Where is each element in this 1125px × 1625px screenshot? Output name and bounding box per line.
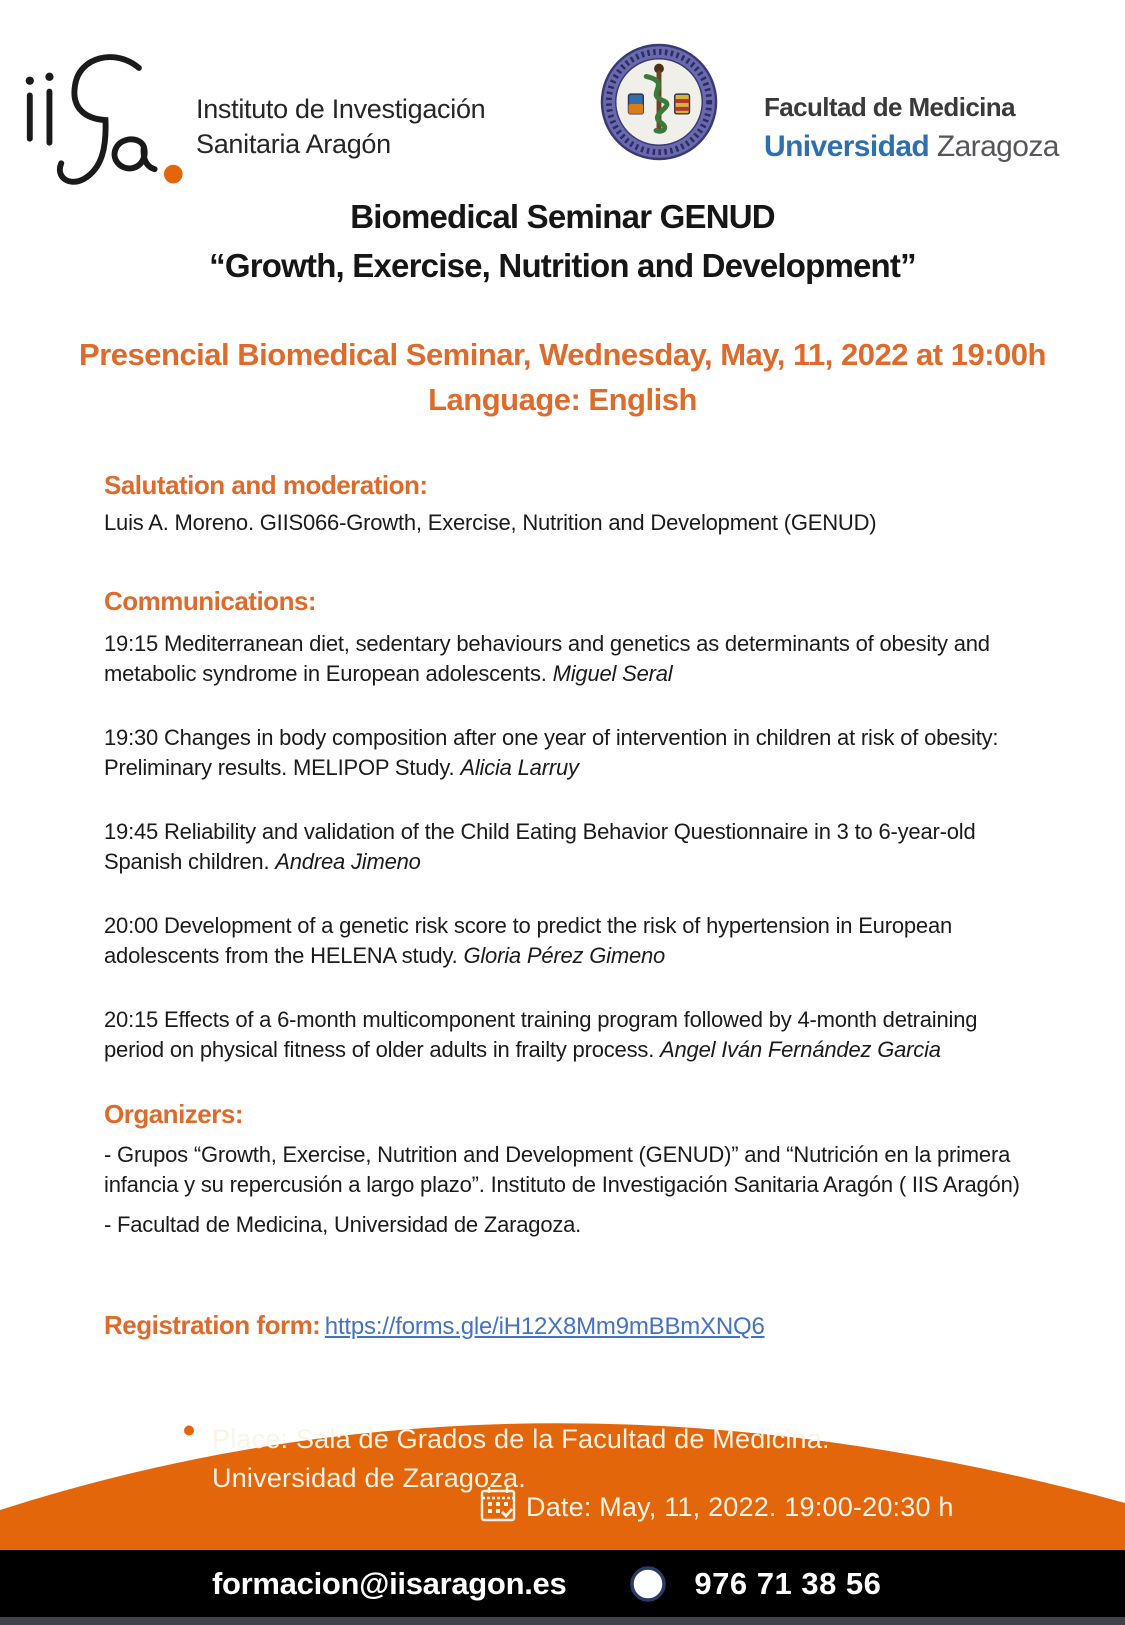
communication-speaker: Alicia Larruy [460, 755, 579, 780]
title-line2: “Growth, Exercise, Nutrition and Development” [209, 247, 916, 284]
communication-text: 19:45 Reliability and validation of the Child Eating Behavior Questionnaire in 3 to 6-year-old Spanish children. [104, 819, 976, 874]
communication-text: 20:15 Effects of a 6-month multicomponent training program followed by 4-month detraining period on physical fitness of older adults in frailty process. [104, 1007, 978, 1062]
communications-heading: Communications: [104, 586, 317, 616]
communication-item [104, 911, 1022, 971]
communication-item [104, 723, 1022, 783]
footer-contact-bar [0, 1550, 1125, 1617]
banner-line2: Language: English [428, 382, 697, 417]
bottom-edge-strip [0, 1617, 1125, 1625]
iis-aragon-logo-icon [18, 48, 190, 201]
organizers-line2: - Facultad de Medicina, Universidad de Zaragoza. [104, 1212, 582, 1237]
communication-item [104, 629, 1022, 689]
communication-speaker: Angel Iván Fernández Garcia [660, 1037, 941, 1062]
communication-speaker: Miguel Seral [552, 661, 673, 686]
phone-dot-icon [628, 1564, 668, 1604]
footer-place-line2: Universidad de Zaragoza. [212, 1463, 526, 1493]
registration-heading: Registration form: [104, 1310, 321, 1340]
communication-speaker: Andrea Jimeno [275, 849, 421, 874]
salutation-body: Luis A. Moreno. GIIS066-Growth, Exercise, Nutrition and Development (GENUD) [104, 510, 877, 535]
communication-item [104, 817, 1022, 877]
medicina-seal-icon [600, 42, 718, 167]
communication-text: 19:15 Mediterranean diet, sedentary behaviours and genetics as determinants of obesity and metabolic syndrome in European adolescents. [104, 631, 990, 686]
seminar-banner [0, 332, 1125, 422]
salutation-heading: Salutation and moderation: [104, 470, 428, 500]
section-registration [104, 1310, 1022, 1341]
location-pin-icon [176, 1418, 202, 1459]
footer-place-line1: Place: Sala de Grados de la Facultad de Medicina. [212, 1424, 830, 1454]
footer-date [480, 1486, 954, 1529]
iis-logo-text [196, 92, 485, 162]
main-content [104, 470, 1022, 1341]
organizers-line1: - Grupos “Growth, Exercise, Nutrition and Development (GENUD)” and “Nutrición en la primera infancia y su repercusión a largo plazo”. Instituto de Investigación Sanitaria Aragón ( IIS Aragón) [104, 1142, 1020, 1197]
footer-email: formacion@iisaragon.es [212, 1565, 567, 1601]
universidad-zaragoza-label [764, 130, 1059, 164]
iis-logo-line2: Sanitaria Aragón [196, 129, 391, 159]
calendar-icon [480, 1486, 516, 1529]
universidad-word: Universidad [764, 130, 930, 163]
registration-link[interactable]: https://forms.gle/iH12X8Mm9mBBmXNQ6 [324, 1313, 765, 1340]
footer-date-text: Date: May, 11, 2022. 19:00-20:30 h [526, 1492, 954, 1522]
section-communications [104, 586, 1022, 1065]
iis-logo-line1: Instituto de Investigación [196, 94, 486, 124]
banner-line1: Presencial Biomedical Seminar, Wednesday, May, 11, 2022 at 19:00h [79, 337, 1046, 372]
footer-phone: 976 71 38 56 [694, 1565, 882, 1601]
communication-speaker: Gloria Pérez Gimeno [463, 943, 666, 968]
page-title [0, 192, 1125, 290]
communication-item [104, 1005, 1022, 1065]
section-organizers [104, 1099, 1022, 1240]
zaragoza-word: Zaragoza [936, 130, 1059, 163]
section-salutation [104, 470, 1022, 538]
communication-text: 19:30 Changes in body composition after one year of intervention in children at risk of obesity: Preliminary results. MELIPOP Study. [104, 725, 999, 780]
communication-text: 20:00 Development of a genetic risk score to predict the risk of hypertension in European adolescents from the HELENA study. [104, 913, 953, 968]
facultad-logo-text [764, 92, 1059, 164]
organizers-heading: Organizers: [104, 1099, 243, 1129]
facultad-medicina-label: Facultad de Medicina [764, 92, 1015, 122]
title-line1: Biomedical Seminar GENUD [350, 198, 775, 235]
